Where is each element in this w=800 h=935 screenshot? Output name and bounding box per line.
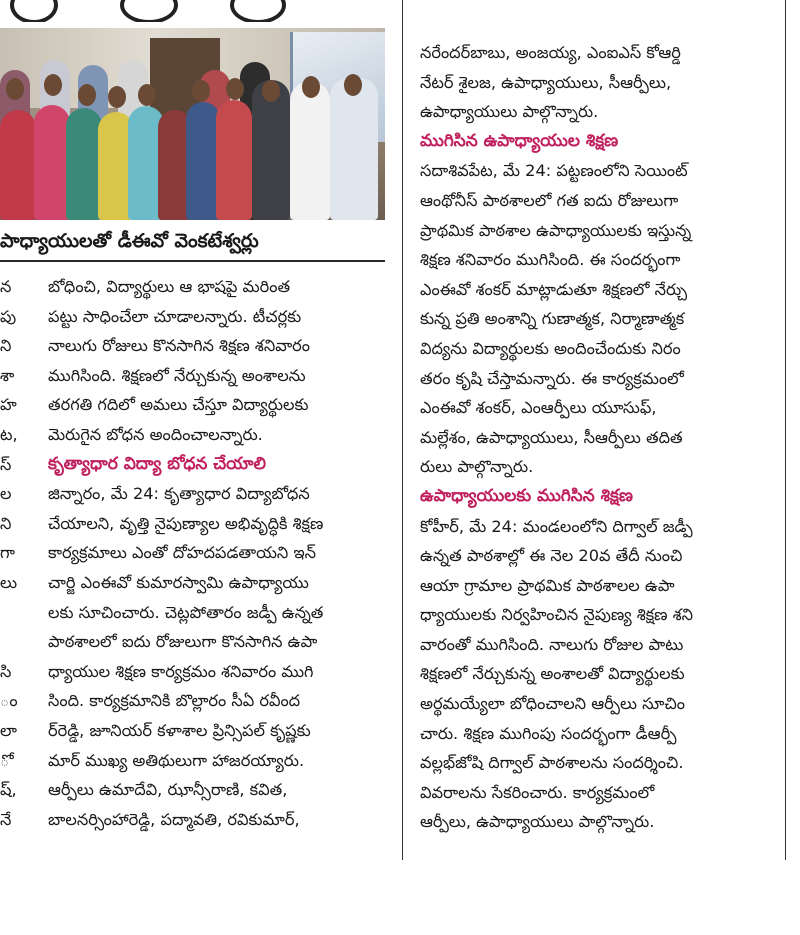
text-line — [0, 627, 38, 657]
text-line: స్ — [0, 454, 12, 474]
text-line: మెరుగైన బోధన అందించాలన్నారు. — [48, 424, 263, 444]
text-line: లు — [0, 572, 18, 592]
text-line: శా — [0, 365, 15, 385]
text-line: జిన్నారం, మే 24: కృత్యాధార విద్యాబోధన — [48, 484, 310, 504]
column-divider — [402, 0, 403, 860]
photo-caption: పాధ్యాయులతో డీఈవో వెంకటేశ్వర్లు — [0, 222, 385, 262]
text-line: సి — [0, 661, 12, 681]
text-line: విద్యను విద్యార్థులకు అందించేందుకు నిరం — [420, 338, 681, 358]
column-cropped — [0, 272, 38, 834]
text-line: వల్లభ్‌జోషి దిగ్వాల్ పాఠశాలను సందర్శించి. — [420, 753, 684, 773]
column-divider — [785, 0, 786, 860]
cropped-headline — [0, 0, 395, 22]
text-line: న — [0, 277, 12, 296]
text-line — [0, 598, 38, 628]
column-middle — [48, 272, 393, 834]
text-line: హ — [0, 395, 17, 415]
text-line: రులు పాల్గొన్నారు. — [420, 457, 534, 477]
article-heading: ఉపాధ్యాయులకు ముగిసిన శిక్షణ — [420, 485, 633, 506]
text-line: గా — [0, 543, 15, 563]
text-line: కోహీర్, మే 24: మండలంలోని దిగ్వాల్ జడ్పీ — [420, 516, 693, 536]
text-line: చేయాలని, వృత్తి నైపుణ్యాల అభివృద్ధికి శిక్షణ — [48, 513, 324, 533]
text-line: తరగతి గదిలో అమలు చేస్తూ విద్యార్థులకు — [48, 395, 309, 415]
text-line: ం — [0, 691, 18, 711]
text-line: సదాశివపేట, మే 24: పట్టణంలోని సెయింట్ — [420, 161, 688, 181]
text-line: ఉన్నత పాఠశాల్లో ఈ నెల 20వ తేదీ నుంచి — [420, 546, 683, 566]
text-line: ఆయా గ్రామాల ప్రాథమిక పాఠశాలల ఉపా — [420, 575, 675, 595]
text-line: తరం కృషి చేస్తామన్నారు. ఈ కార్యక్రమంలో — [420, 368, 684, 388]
text-line: మల్లేశం, ఉపాధ్యాయులు, సీఆర్పీలు తదిత — [420, 427, 683, 447]
text-line: ప్రాథమిక పాఠశాల ఉపాధ్యాయులకు ఇస్తున్న — [420, 220, 692, 240]
text-line: కున్న ప్రతి అంశాన్ని గుణాత్మక, నిర్మాణాత్మక — [420, 309, 685, 329]
article-heading: కృత్యాధార విద్యా బోధన చేయాలి — [48, 453, 266, 474]
text-line: మార్ ముఖ్య అతిథులుగా హాజరయ్యారు. — [48, 750, 305, 770]
text-line: ని — [0, 513, 12, 533]
text-line: శిక్షణలో నేర్చుకున్న అంశాలతో విద్యార్థులకు — [420, 664, 685, 684]
text-line: చారు. శిక్షణ ముగింపు సందర్భంగా డీఆర్పీ — [420, 723, 677, 743]
text-line: ఆర్పీలు, ఉపాధ్యాయులు పాల్గొన్నారు. — [420, 812, 655, 832]
text-line: ట, — [0, 424, 18, 444]
text-line: ఆంథోనీస్ పాఠశాలలో గత ఐదు రోజులుగా — [420, 190, 679, 210]
text-line: ఉపాధ్యాయులు పాల్గొన్నారు. — [420, 102, 599, 122]
text-line: ఎంఈవో శంకర్ మాట్లాడుతూ శిక్షణలో నేర్చు — [420, 279, 688, 299]
text-line: ర్‌రెడ్డి, జూనియర్ కళాశాల ప్రిన్సిపల్ కృష్ణకు — [48, 720, 311, 740]
text-line: పట్టు సాధించేలా చూడాలన్నారు. టీచర్లకు — [48, 306, 302, 326]
text-line: ధ్యాయుల శిక్షణ కార్యక్రమం శనివారం ముగి — [48, 661, 314, 681]
text-line: బాలనర్సింహారెడ్డి, పద్మావతి, రవికుమార్, — [48, 809, 300, 829]
text-line: నరేందర్‌బాబు, అంజయ్య, ఎంఐఎస్ కోఆర్డి — [420, 43, 681, 62]
text-line: ష్, — [0, 780, 17, 800]
text-line: ధ్యాయులకు నిర్వహించిన నైపుణ్య శిక్షణ శని — [420, 605, 693, 625]
column-right — [420, 38, 765, 837]
text-line: వివరాలను సేకరించారు. కార్యక్రమంలో — [420, 782, 655, 802]
text-line: పు — [0, 306, 17, 326]
news-photo — [0, 28, 385, 220]
text-line: సింది. కార్యక్రమానికి బొల్లారం సీఏ రవీంద — [48, 691, 301, 711]
text-line: ముగిసింది. శిక్షణలో నేర్చుకున్న అంశాలను — [48, 365, 306, 385]
article-heading: ముగిసిన ఉపాధ్యాయుల శిక్షణ — [420, 130, 619, 151]
text-line: ని — [0, 336, 12, 356]
text-line: బోధించి, విద్యార్థులు ఆ భాషపై మరింత — [48, 277, 291, 296]
text-line: నాలుగు రోజులు కొనసాగిన శిక్షణ శనివారం — [48, 336, 310, 356]
text-line: పాఠశాలలో ఐదు రోజులుగా కొనసాగిన ఉపా — [48, 632, 318, 652]
text-line: ఆర్పీలు ఉమాదేవి, ఝాన్సీరాణి, కవిత, — [48, 780, 288, 800]
text-line: అర్థమయ్యేలా బోధించాలని ఆర్పీలు సూచిం — [420, 694, 685, 714]
text-line: లా — [0, 720, 17, 740]
text-line: కార్యక్రమాలు ఎంతో దోహదపడతాయని ఇన్ — [48, 543, 316, 563]
text-line: నేటర్ శైలజ, ఉపాధ్యాయులు, సీఆర్పీలు, — [420, 72, 672, 92]
text-line: చార్జి ఎంఈవో కుమారస్వామి ఉపాధ్యాయు — [48, 572, 309, 592]
text-line: ఎంఈవో శంకర్, ఎంఆర్పీలు యూసుఫ్, — [420, 398, 657, 418]
text-line: ో — [0, 750, 10, 770]
text-line: ల — [0, 484, 12, 504]
text-line: వారంతో ముగిసింది. నాలుగు రోజుల పాటు — [420, 634, 684, 654]
text-line: నే — [0, 809, 12, 829]
text-line: లకు సూచించారు. చెట్లపోతారం జడ్పీ ఉన్నత — [48, 602, 324, 622]
text-line: శిక్షణ శనివారం ముగిసింది. ఈ సందర్భంగా — [420, 250, 681, 270]
